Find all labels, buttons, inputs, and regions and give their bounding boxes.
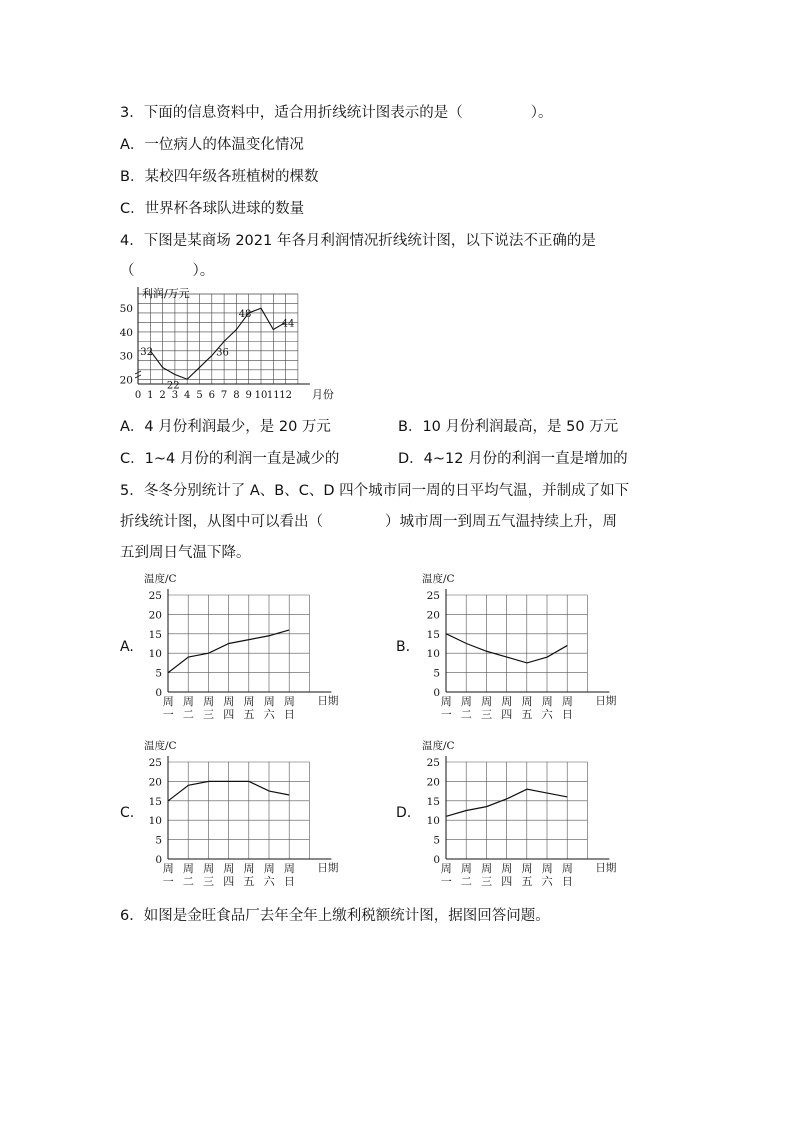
x-tick-label: 一 <box>440 708 452 720</box>
x-tick-label: 周 <box>460 695 472 708</box>
y-axis-title: 温度/C <box>144 573 177 585</box>
x-tick-label: 周 <box>440 695 452 708</box>
x-tick-label: 周 <box>203 695 215 708</box>
data-label: 36 <box>216 347 229 359</box>
x-tick-label: 三 <box>481 708 493 720</box>
x-tick-label: 五 <box>521 875 533 887</box>
city-d-temperature-chart <box>418 737 643 887</box>
q4-option-a: A．4 月份利润最少，是 20 万元 <box>120 419 331 435</box>
x-tick-label: 四 <box>501 875 513 887</box>
x-tick-label: 三 <box>481 875 493 887</box>
x-tick-label: 五 <box>243 875 255 887</box>
y-tick-label: 20 <box>426 776 440 789</box>
q6-stem: 6．如图是金旺食品厂去年全年上缴利税额统计图，据图回答问题。 <box>120 908 550 924</box>
y-tick-label: 5 <box>155 834 162 847</box>
x-tick-label: 周 <box>203 862 215 875</box>
x-tick-label: 周 <box>460 862 472 875</box>
x-tick-label: 一 <box>440 875 452 887</box>
x-tick-label: 12 <box>279 390 292 401</box>
x-tick-label: 周 <box>162 695 174 708</box>
x-tick-label: 六 <box>263 708 275 720</box>
y-tick-label: 10 <box>426 648 440 661</box>
x-tick-label: 1 <box>147 390 154 401</box>
data-label: 48 <box>238 308 252 320</box>
x-tick-label: 周 <box>182 862 194 875</box>
q4-option-b: B．10 月份利润最高，是 50 万元 <box>398 419 619 435</box>
x-axis-title: 日期 <box>595 695 617 707</box>
x-tick-label: 周 <box>243 695 255 708</box>
x-tick-label: 11 <box>266 390 280 401</box>
x-tick-label: 四 <box>501 708 513 720</box>
x-tick-label: 周 <box>263 695 275 708</box>
y-tick-label: 30 <box>119 350 133 363</box>
x-tick-label: 日 <box>283 708 295 720</box>
x-tick-label: 三 <box>203 708 215 720</box>
y-tick-label: 0 <box>433 687 440 699</box>
x-tick-label: 8 <box>233 390 240 401</box>
q5-stem: 5．冬冬分别统计了 A、B、C、D 四个城市同一周的日平均气温，并制成了如下 <box>120 483 630 499</box>
y-tick-label: 40 <box>119 326 133 339</box>
x-tick-label: 周 <box>223 695 235 708</box>
data-label: 44 <box>281 318 295 330</box>
y-tick-label: 20 <box>148 776 162 789</box>
x-tick-label: 周 <box>521 862 533 875</box>
x-tick-label: 三 <box>203 875 215 887</box>
x-tick-label: 6 <box>208 390 215 401</box>
y-tick-label: 15 <box>426 795 440 808</box>
q5-option-c-label: C. <box>120 805 135 821</box>
q3-option-a: A．一位病人的体温变化情况 <box>120 137 304 153</box>
x-tick-label: 二 <box>182 708 194 720</box>
y-tick-label: 5 <box>433 667 440 680</box>
y-axis-title: 温度/C <box>422 573 455 585</box>
q3-option-c: C．世界杯各球队进球的数量 <box>120 201 305 217</box>
y-tick-label: 0 <box>433 854 440 866</box>
x-tick-label: 一 <box>162 875 174 887</box>
x-tick-label: 周 <box>541 862 553 875</box>
x-tick-label: 周 <box>162 862 174 875</box>
x-tick-label: 二 <box>460 708 472 720</box>
x-tick-label: 四 <box>223 708 235 720</box>
q3-stem: 3．下面的信息资料中，适合用折线统计图表示的是（ ）。 <box>120 105 553 121</box>
y-axis-title: 温度/C <box>144 740 177 752</box>
x-tick-label: 二 <box>182 875 194 887</box>
q4-option-d: D．4~12 月份的利润一直是增加的 <box>398 451 628 467</box>
y-axis-title: 利润/万元 <box>142 287 190 300</box>
profit-line-chart <box>112 284 352 410</box>
y-tick-label: 15 <box>148 795 162 808</box>
y-tick-label: 10 <box>426 815 440 828</box>
y-tick-label: 20 <box>426 609 440 622</box>
x-tick-label: 周 <box>501 862 513 875</box>
y-tick-label: 10 <box>148 648 162 661</box>
x-tick-label: 周 <box>561 695 573 708</box>
y-tick-label: 10 <box>148 815 162 828</box>
y-tick-label: 0 <box>155 854 162 866</box>
x-axis-title: 月份 <box>311 388 334 401</box>
y-tick-label: 0 <box>155 687 162 699</box>
y-axis-title: 温度/C <box>422 740 455 752</box>
x-tick-label: 周 <box>440 862 452 875</box>
data-label: 32 <box>140 346 154 358</box>
q4-option-c: C．1~4 月份的利润一直是减少的 <box>120 451 340 467</box>
x-tick-label: 日 <box>283 875 295 887</box>
q3-option-b: B．某校四年级各班植树的棵数 <box>120 169 319 185</box>
x-tick-label: 周 <box>481 862 493 875</box>
x-tick-label: 六 <box>541 708 553 720</box>
x-tick-label: 一 <box>162 708 174 720</box>
x-tick-label: 3 <box>171 390 179 401</box>
q5-option-d-label: D. <box>396 805 412 821</box>
x-tick-label: 六 <box>541 875 553 887</box>
x-tick-label: 周 <box>243 862 255 875</box>
q5-stem-cont: 折线统计图，从图中可以看出（ ）城市周一到周五气温持续上升，周 <box>120 514 617 530</box>
x-tick-label: 0 <box>134 390 142 401</box>
x-tick-label: 周 <box>263 862 275 875</box>
city-c-temperature-chart <box>140 737 365 887</box>
x-axis-title: 日期 <box>317 862 339 874</box>
x-axis-title: 日期 <box>317 695 339 707</box>
y-tick-label: 15 <box>148 628 162 641</box>
q5-option-a-label: A. <box>120 639 134 655</box>
y-tick-label: 25 <box>426 757 440 769</box>
x-tick-label: 周 <box>223 862 235 875</box>
x-tick-label: 周 <box>182 695 194 708</box>
x-tick-label: 周 <box>481 695 493 708</box>
x-tick-label: 10 <box>254 390 268 401</box>
x-tick-label: 7 <box>220 390 228 401</box>
x-tick-label: 周 <box>501 695 513 708</box>
q4-stem: 4．下图是某商场 2021 年各月利润情况折线统计图，以下说法不正确的是 <box>120 233 596 249</box>
x-axis-title: 日期 <box>595 862 617 874</box>
x-tick-label: 四 <box>223 875 235 887</box>
x-tick-label: 日 <box>561 875 573 887</box>
x-tick-label: 5 <box>196 390 203 401</box>
profit-series-line <box>150 308 285 379</box>
x-tick-label: 二 <box>460 875 472 887</box>
city-a-temperature-chart <box>140 570 365 720</box>
x-tick-label: 9 <box>245 390 252 401</box>
x-tick-label: 4 <box>184 390 191 401</box>
x-tick-label: 周 <box>283 695 295 708</box>
y-tick-label: 20 <box>119 374 133 387</box>
y-tick-label: 5 <box>433 834 440 847</box>
x-tick-label: 五 <box>521 708 533 720</box>
y-tick-label: 20 <box>148 609 162 622</box>
x-tick-label: 五 <box>243 708 255 720</box>
data-label: 22 <box>166 380 180 392</box>
q5-stem-end: 五到周日气温下降。 <box>120 545 251 561</box>
x-tick-label: 周 <box>561 862 573 875</box>
y-tick-label: 25 <box>148 757 162 769</box>
x-tick-label: 周 <box>283 862 295 875</box>
y-tick-label: 25 <box>148 590 162 602</box>
x-tick-label: 2 <box>159 390 166 401</box>
x-tick-label: 六 <box>263 875 275 887</box>
city-b-temperature-chart <box>418 570 643 720</box>
y-tick-label: 25 <box>426 590 440 602</box>
y-tick-label: 5 <box>155 667 162 680</box>
x-tick-label: 周 <box>521 695 533 708</box>
x-tick-label: 周 <box>541 695 553 708</box>
q5-option-b-label: B. <box>396 639 411 655</box>
x-tick-label: 日 <box>561 708 573 720</box>
y-tick-label: 15 <box>426 628 440 641</box>
q4-stem-cont: （ ）。 <box>120 263 215 279</box>
y-tick-label: 50 <box>119 303 133 316</box>
